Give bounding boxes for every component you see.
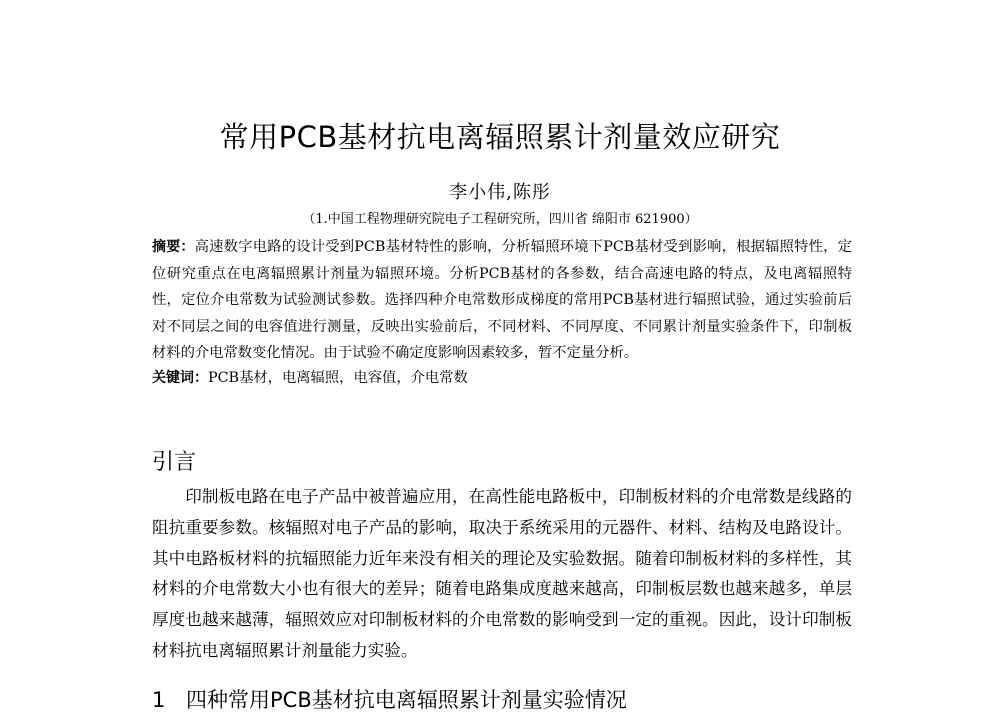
introduction-heading: 引言 bbox=[152, 450, 197, 475]
section-1-number: 1 bbox=[152, 688, 166, 712]
keywords-label: 关键词： bbox=[152, 370, 208, 386]
abstract bbox=[152, 234, 852, 367]
section-1-title: 四种常用PCB基材抗电离辐照累计剂量实验情况 bbox=[186, 688, 627, 712]
introduction-body: 印制板电路在电子产品中被普遍应用，在高性能电路板中，印制板材料的介电常数是线路的阻抗重要参数。核辐照对电子产品的影响，取决于系统采用的元器件、材料、结构及电路设计。其中电路板材料的抗辐照能力近年来没有相关的理论及实验数据。随着印制板材料的多样性，其材料的介电常数大小也有很大的差异；随着电路集成度越来越高，印制板层数也越来越多，单层厚度也越来越薄，辐照效应对印制板材料的介电常数的影响受到一定的重视。因此，设计印制板材料抗电离辐照累计剂量能力实验。 bbox=[152, 487, 852, 660]
paper-authors: 李小伟,陈彤 bbox=[449, 182, 551, 203]
section-1-heading bbox=[152, 686, 627, 714]
keywords-text: PCB基材，电离辐照，电容值，介电常数 bbox=[208, 370, 468, 386]
paper-affiliation: （1.中国工程物理研究院电子工程研究所，四川省 绵阳市 621900） bbox=[302, 212, 698, 227]
abstract-label: 摘要： bbox=[152, 239, 195, 255]
keywords bbox=[152, 367, 852, 389]
abstract-text: 高速数字电路的设计受到PCB基材特性的影响，分析辐照环境下PCB基材受到影响，根据辐照特性，定位研究重点在电离辐照累计剂量为辐照环境。分析PCB基材的各参数，结合高速电路的特点，及电离辐照特性，定位介电常数为试验测试参数。选择四种介电常数形成梯度的常用PCB基材进行辐照试验，通过实验前后对不同层之间的电容值进行测量，反映出实验前后，不同材料、不同厚度、不同累计剂量实验条件下，印制板材料的介电常数变化情况。由于试验不确定度影响因素较多，暂不定量分析。 bbox=[152, 239, 852, 362]
paper-title: 常用PCB基材抗电离辐照累计剂量效应研究 bbox=[219, 120, 781, 154]
